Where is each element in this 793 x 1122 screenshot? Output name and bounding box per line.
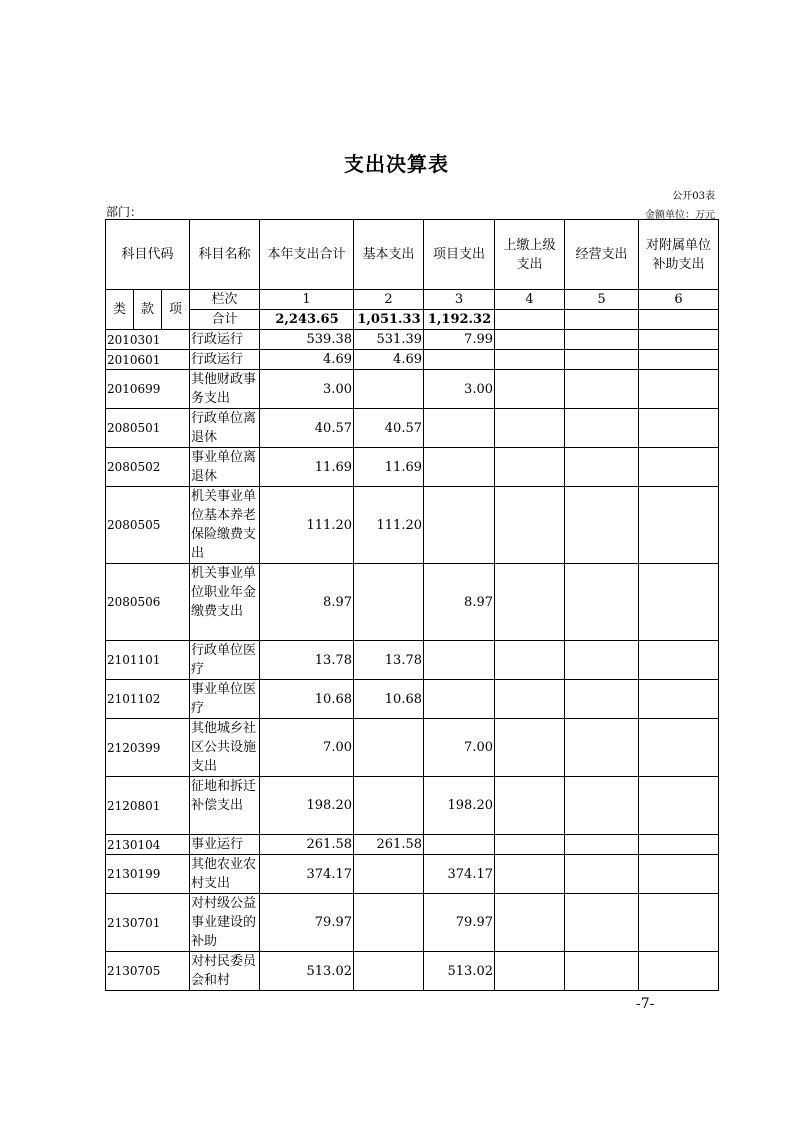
table-row [106,564,719,641]
row-code: 2101101 [106,641,190,680]
header-heji: 合计 [190,310,260,330]
header-total: 本年支出合计 [260,220,354,290]
row-code: 2120801 [106,777,190,835]
header-affiliate-line1: 对附属单位 [645,237,711,253]
row-project: 374.17 [424,855,495,894]
row-project: 8.97 [424,564,495,641]
expenditure-table [105,219,719,991]
total-sum: 2,243.65 [260,310,354,330]
project-sum: 1,192.32 [424,310,495,330]
row-basic [354,952,424,991]
row-total: 111.20 [260,487,354,564]
table-row [106,952,719,991]
basic-sum: 1,051.33 [354,310,424,330]
col-index-4: 4 [495,290,565,310]
row-name: 事业单位离退休 [190,448,260,487]
header-basic: 基本支出 [354,220,424,290]
row-name: 其他财政事务支出 [190,370,260,409]
row-basic: 531.39 [354,330,424,350]
row-project [424,448,495,487]
row-total: 40.57 [260,409,354,448]
upper-sum [495,310,565,330]
row-code: 2010301 [106,330,190,350]
row-basic [354,719,424,777]
row-project: 7.99 [424,330,495,350]
unit-label: 金额单位：万元 [645,210,715,221]
row-basic: 261.58 [354,835,424,855]
page-title: 支出决算表 [344,152,449,176]
row-code: 2010699 [106,370,190,409]
row-total: 4.69 [260,350,354,370]
table-row [106,719,719,777]
header-kuan: 款 [134,290,162,330]
row-project [424,487,495,564]
header-upper [495,220,565,290]
table-row [106,894,719,952]
row-name: 征地和拆迁补偿支出 [190,777,260,835]
header-upper-line1: 上缴上级 [503,237,556,253]
row-basic [354,855,424,894]
table-row [106,487,719,564]
row-name: 行政运行 [190,350,260,370]
row-total: 8.97 [260,564,354,641]
row-total: 3.00 [260,370,354,409]
row-total: 7.00 [260,719,354,777]
header-code: 科目代码 [106,220,190,290]
col-index-6: 6 [639,290,719,310]
row-code: 2101102 [106,680,190,719]
row-basic [354,564,424,641]
row-basic: 40.57 [354,409,424,448]
header-name: 科目名称 [190,220,260,290]
col-index-2: 2 [354,290,424,310]
row-basic [354,777,424,835]
table-row [106,855,719,894]
row-total: 10.68 [260,680,354,719]
header-business: 经营支出 [565,220,639,290]
row-basic [354,370,424,409]
row-name: 行政单位医疗 [190,641,260,680]
row-project: 79.97 [424,894,495,952]
table-row [106,409,719,448]
row-name: 对村级公益事业建设的补助 [190,894,260,952]
table-row [106,330,719,350]
row-project: 3.00 [424,370,495,409]
col-index-5: 5 [565,290,639,310]
table-row [106,777,719,835]
row-total: 198.20 [260,777,354,835]
row-code: 2080506 [106,564,190,641]
row-name: 事业单位医疗 [190,680,260,719]
row-name: 行政运行 [190,330,260,350]
row-name: 机关事业单位基本养老保险缴费支出 [190,487,260,564]
row-code: 2080502 [106,448,190,487]
header-affiliate [639,220,719,290]
row-code: 2130199 [106,855,190,894]
row-basic: 11.69 [354,448,424,487]
row-total: 539.38 [260,330,354,350]
header-affiliate-line2: 补助支出 [652,256,705,272]
row-code: 2130705 [106,952,190,991]
header-xiang: 项 [162,290,190,330]
row-total: 79.97 [260,894,354,952]
row-name: 事业运行 [190,835,260,855]
table-row [106,835,719,855]
row-project: 198.20 [424,777,495,835]
row-project [424,680,495,719]
row-project [424,641,495,680]
page-number: -7- [636,996,655,1012]
row-basic: 4.69 [354,350,424,370]
row-code: 2130104 [106,835,190,855]
business-sum [565,310,639,330]
row-basic: 13.78 [354,641,424,680]
row-name: 机关事业单位职业年金缴费支出 [190,564,260,641]
table-row [106,641,719,680]
row-code: 2120399 [106,719,190,777]
col-index-1: 1 [260,290,354,310]
form-number: 公开03表 [672,191,715,202]
row-project: 513.02 [424,952,495,991]
row-total: 261.58 [260,835,354,855]
header-lei: 类 [106,290,134,330]
row-name: 其他农业农村支出 [190,855,260,894]
row-total: 11.69 [260,448,354,487]
row-code: 2080501 [106,409,190,448]
affiliate-sum [639,310,719,330]
table-row [106,448,719,487]
row-total: 13.78 [260,641,354,680]
table-row [106,350,719,370]
row-project [424,350,495,370]
row-basic: 111.20 [354,487,424,564]
header-project: 项目支出 [424,220,495,290]
row-name: 其他城乡社区公共设施支出 [190,719,260,777]
header-lanci: 栏次 [190,290,260,310]
row-code: 2010601 [106,350,190,370]
row-name: 对村民委员会和村 [190,952,260,991]
row-total: 513.02 [260,952,354,991]
row-code: 2130701 [106,894,190,952]
row-project: 7.00 [424,719,495,777]
row-basic [354,894,424,952]
department-label: 部门： [106,205,143,219]
header-upper-line2: 支出 [516,256,543,272]
row-basic: 10.68 [354,680,424,719]
table-row [106,680,719,719]
col-index-3: 3 [424,290,495,310]
row-project [424,409,495,448]
row-name: 行政单位离退休 [190,409,260,448]
table-row [106,370,719,409]
row-project [424,835,495,855]
row-total: 374.17 [260,855,354,894]
row-code: 2080505 [106,487,190,564]
